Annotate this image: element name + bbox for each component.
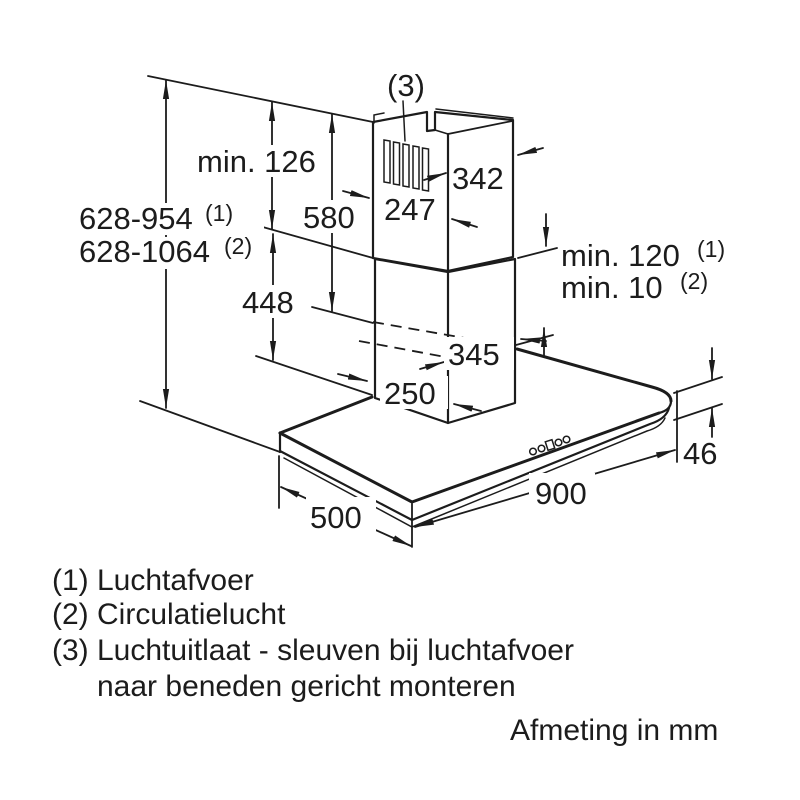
- legend-item-2: [52, 598, 286, 631]
- legend-item-3: [52, 634, 574, 667]
- dim-345: 345: [448, 337, 500, 372]
- dim-height-range-2-sup: (2): [224, 233, 253, 259]
- dim-580: 580: [303, 200, 355, 235]
- dim-min-126: min. 126: [197, 144, 316, 179]
- dim-height-range-2: 628-1064: [79, 234, 211, 269]
- dim-900: 900: [535, 476, 587, 511]
- duct-level-extension-left: [312, 307, 373, 323]
- dim-342: 342: [452, 161, 504, 196]
- legend-marker-2: (2): [52, 598, 89, 631]
- legend: [52, 564, 718, 747]
- footer-note: Afmeting in mm: [510, 714, 719, 747]
- canopy-bottom-extension-line: [140, 401, 280, 452]
- dim-247: 247: [384, 192, 436, 227]
- callout-3-label: (3): [387, 68, 425, 103]
- legend-label-1: Luchtafvoer: [97, 564, 254, 597]
- dim-min-120-sup: (1): [697, 236, 726, 262]
- dim-canopy-height: [674, 348, 722, 471]
- dim-total-height: [76, 80, 274, 408]
- dim-500: 500: [310, 500, 362, 535]
- dim-min-10-sup: (2): [680, 268, 709, 294]
- joint-tick-right: [518, 248, 557, 258]
- legend-label-3: Luchtuitlaat - sleuven bij luchtafvoer: [97, 634, 574, 667]
- canopy-top-right-extension: [674, 377, 722, 393]
- legend-item-3-line2: naar beneden gericht monteren: [97, 670, 516, 703]
- dim-min-10: min. 10: [561, 270, 663, 305]
- canopy-top-extension-line: [256, 356, 372, 395]
- legend-marker-3: (3): [52, 634, 89, 667]
- legend-item-1: [52, 564, 254, 597]
- dim-448: 448: [242, 285, 294, 320]
- dim-46: 46: [683, 436, 718, 471]
- dim-height-range-1: 628-954: [79, 201, 193, 236]
- dim-min-clearance: [544, 214, 725, 357]
- legend-label-2: Circulatielucht: [97, 598, 286, 631]
- dim-height-range-1-sup: (1): [205, 200, 234, 226]
- dim-min-120: min. 120: [561, 238, 680, 273]
- dim-250: 250: [384, 376, 436, 411]
- ceiling-extension-line: [148, 76, 373, 122]
- canopy-bottom-right-extension: [674, 404, 722, 420]
- legend-marker-1: (1): [52, 564, 89, 597]
